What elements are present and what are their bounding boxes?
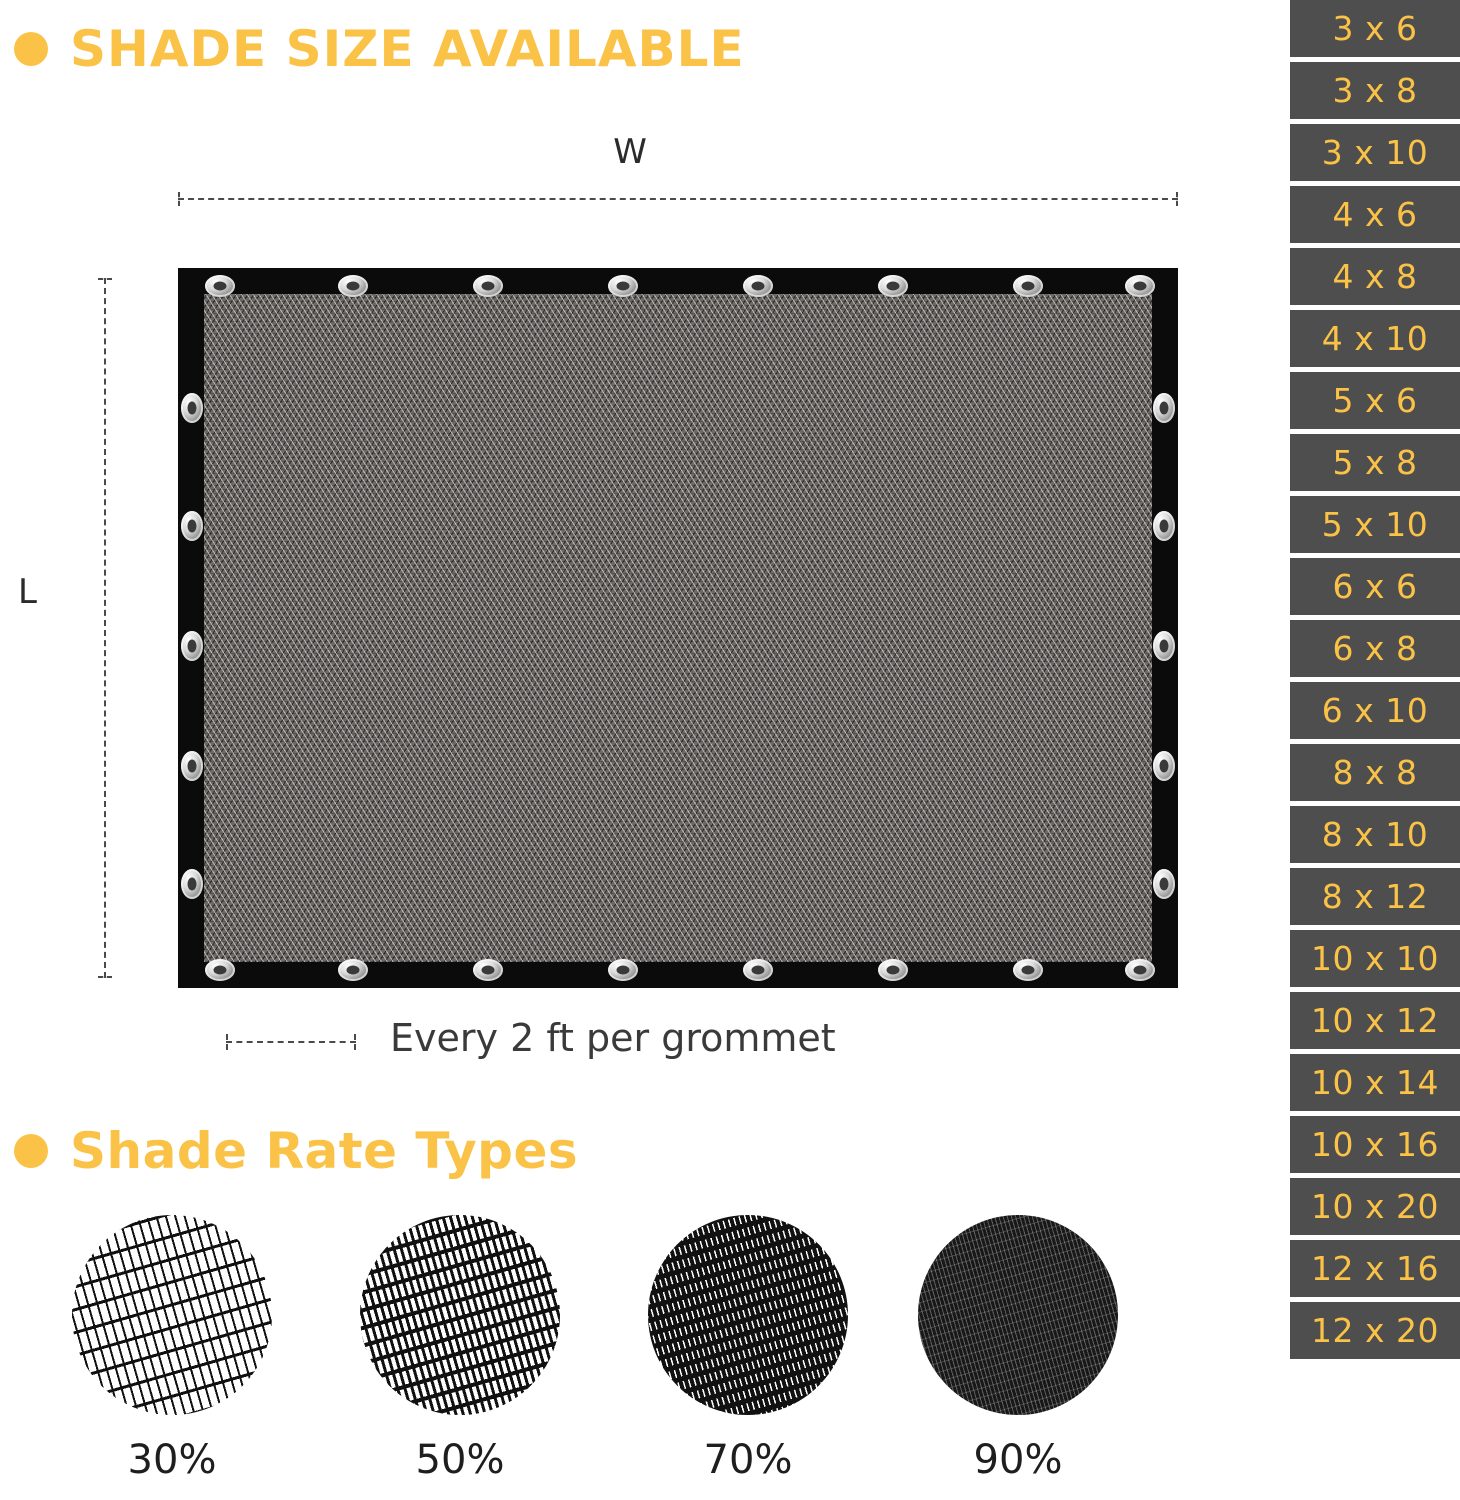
grommet: [181, 751, 203, 781]
grommet: [1153, 631, 1175, 661]
size-chip: 8 x 10: [1290, 806, 1460, 863]
grommet: [1013, 959, 1043, 981]
shade-rate-label: 50%: [415, 1437, 505, 1483]
available-sizes-list: [1290, 0, 1460, 1500]
grommet: [608, 275, 638, 297]
shade-swatch-30: [72, 1215, 272, 1415]
shade-mesh-fabric: [204, 294, 1152, 962]
size-chip: 12 x 16: [1290, 1240, 1460, 1297]
grommet: [1153, 869, 1175, 899]
size-chip: 8 x 12: [1290, 868, 1460, 925]
size-chip: 4 x 10: [1290, 310, 1460, 367]
grommet: [181, 869, 203, 899]
grommet: [1153, 393, 1175, 423]
grommet: [181, 393, 203, 423]
dimension-line: [226, 1041, 356, 1043]
length-label: L: [18, 572, 37, 612]
size-chip: 6 x 10: [1290, 682, 1460, 739]
dimension-line: [104, 278, 106, 978]
shade-rate-item: [62, 1215, 282, 1483]
grommet: [1153, 751, 1175, 781]
grommet: [878, 275, 908, 297]
grommet: [608, 959, 638, 981]
size-chip: 8 x 8: [1290, 744, 1460, 801]
size-chip: 5 x 6: [1290, 372, 1460, 429]
grommet-note-text: Every 2 ft per grommet: [390, 1016, 836, 1060]
size-chip: 3 x 6: [1290, 0, 1460, 57]
width-label: W: [613, 132, 647, 172]
dimension-line: [178, 198, 1178, 200]
shade-size-heading: [14, 20, 745, 78]
grommet: [473, 275, 503, 297]
size-chip: 3 x 8: [1290, 62, 1460, 119]
width-dimension-line: [178, 192, 1178, 206]
shade-rate-item: [350, 1215, 570, 1483]
grommet-spacing-dimension: [226, 1034, 356, 1050]
shade-cloth-diagram: [0, 110, 1260, 1090]
dimension-cap-right: [1176, 192, 1178, 206]
grommet: [743, 959, 773, 981]
bullet-dot-icon: [14, 1134, 48, 1168]
shade-rate-heading: [14, 1122, 578, 1180]
size-chip: 3 x 10: [1290, 124, 1460, 181]
size-chip: 10 x 10: [1290, 930, 1460, 987]
size-chip: 10 x 16: [1290, 1116, 1460, 1173]
size-chip: 5 x 8: [1290, 434, 1460, 491]
grommet: [181, 511, 203, 541]
size-chip: 10 x 14: [1290, 1054, 1460, 1111]
shade-swatch-50: [360, 1215, 560, 1415]
size-chip: 4 x 6: [1290, 186, 1460, 243]
size-chip: 6 x 8: [1290, 620, 1460, 677]
bullet-dot-icon: [14, 32, 48, 66]
length-dimension-line: [98, 278, 112, 978]
size-chip: 10 x 20: [1290, 1178, 1460, 1235]
shade-rate-heading-text: Shade Rate Types: [70, 1122, 579, 1180]
shade-rate-item: [908, 1215, 1128, 1483]
size-chip: 5 x 10: [1290, 496, 1460, 553]
grommet: [1153, 511, 1175, 541]
grommet: [473, 959, 503, 981]
grommet: [205, 959, 235, 981]
grommet: [743, 275, 773, 297]
size-chip: 12 x 20: [1290, 1302, 1460, 1359]
shade-cloth: [178, 268, 1178, 988]
grommet: [878, 959, 908, 981]
shade-size-heading-text: SHADE SIZE AVAILABLE: [70, 20, 745, 78]
grommet: [1125, 959, 1155, 981]
dimension-cap-right: [354, 1034, 356, 1050]
grommet-spacing-note: [178, 1016, 1178, 1076]
shade-rate-item: [638, 1215, 858, 1483]
grommet: [181, 631, 203, 661]
grommet: [1013, 275, 1043, 297]
grommet: [205, 275, 235, 297]
grommet: [1125, 275, 1155, 297]
shade-swatch-90: [918, 1215, 1118, 1415]
shade-rate-list: [0, 1215, 1270, 1500]
size-chip: 4 x 8: [1290, 248, 1460, 305]
dimension-cap-bottom: [98, 976, 112, 978]
shade-rate-label: 70%: [703, 1437, 793, 1483]
shade-rate-label: 30%: [127, 1437, 217, 1483]
size-chip: 6 x 6: [1290, 558, 1460, 615]
grommet: [338, 959, 368, 981]
shade-rate-label: 90%: [973, 1437, 1063, 1483]
shade-swatch-70: [648, 1215, 848, 1415]
size-chip: 10 x 12: [1290, 992, 1460, 1049]
grommet: [338, 275, 368, 297]
